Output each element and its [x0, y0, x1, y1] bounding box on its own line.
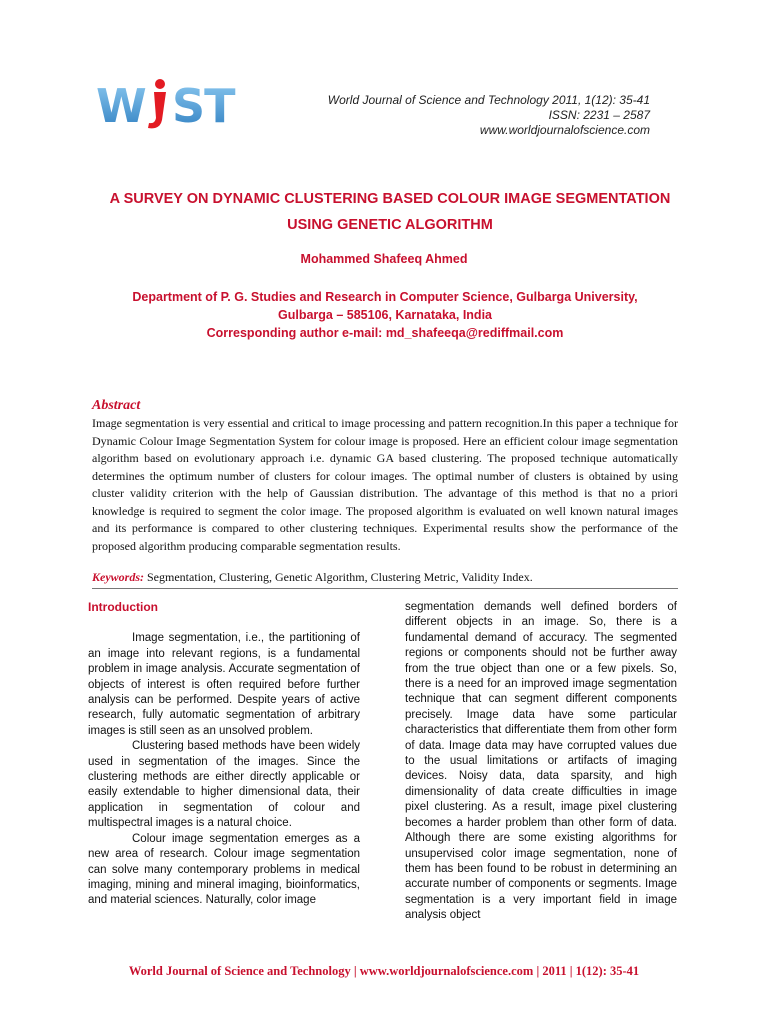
affiliation-line-2: Gulbarga – 585106, Karnataka, India: [278, 308, 492, 322]
author-name: Mohammed Shafeeq Ahmed: [300, 252, 468, 266]
section-divider: [92, 588, 678, 589]
logo-letters-right: ST: [172, 79, 235, 133]
keywords-label: Keywords:: [92, 570, 144, 584]
introduction-heading: Introduction: [88, 600, 158, 614]
left-column: [88, 600, 360, 909]
page-footer: World Journal of Science and Technology | www.worldjournalofscience.com | 2011 | 1(12): 35-41: [128, 964, 640, 978]
title-line-1: A SURVEY ON DYNAMIC CLUSTERING BASED COLOUR IMAGE SEGMENTATION: [109, 191, 671, 207]
journal-logo: [96, 76, 236, 134]
affiliation-line-1: Department of P. G. Studies and Research in Computer Science, Gulbarga University,: [132, 290, 638, 304]
intro-paragraph: Colour image segmentation emerges as a new area of research. Colour image segmentation can solve many contemporary problems in medical imaging, mining and mineral imaging, bioinformatics, and material sciences. Naturally, color image: [88, 832, 360, 907]
journal-meta: [328, 93, 650, 138]
intro-paragraph: Clustering based methods have been widely used in segmentation of the images. Since the clustering methods are either directly applicable or easily extendable to higher dimensional data, their application in segmentation of colour and multispectral images is a natural choice.: [88, 740, 360, 830]
journal-citation: World Journal of Science and Technology 2011, 1(12): 35-41: [327, 93, 650, 107]
journal-issn: ISSN: 2231 – 2587: [548, 108, 650, 122]
abstract-text: Image segmentation is very essential and critical to image processing and pattern recognition.In this paper a technique for Dynamic Colour Image Segmentation System for colour image is proposed. Here an efficient colour image segmentation algorithm based on evolutionary approach i.e. dynamic GA based clustering. The proposed technique automatically determines the optimum number of clusters for colour images. The optimal number of clusters is obtained by using cluster validity criterion with the help of Gaussian distribution. The advantage of this method is that no a priori knowledge is required to segment the color image. The proposed algorithm is evaluated on well known natural images and its performance is compared to other clustering techniques. Experimental results show the performance of the proposed algorithm producing comparable segmentation results.: [92, 416, 678, 553]
wjst-logo-graphic: [96, 76, 236, 134]
right-column: [405, 600, 677, 924]
abstract-heading: Abstract: [92, 398, 141, 413]
journal-website[interactable]: www.worldjournalofscience.com: [479, 123, 650, 137]
logo-letters-left: W: [96, 79, 146, 133]
title-line-2: USING GENETIC ALGORITHM: [287, 217, 493, 233]
keywords-text: Segmentation, Clustering, Genetic Algorithm, Clustering Metric, Validity Index.: [144, 570, 533, 584]
paper-title: [60, 186, 720, 238]
keywords: [92, 570, 678, 585]
affiliation: [60, 288, 710, 342]
intro-paragraph: Image segmentation, i.e., the partitioning of an image into relevant regions, is a fundamental problem in image analysis. Accurate segmentation of objects of interest is often required before further analysis can be performed. Despite years of active research, fully automatic segmentation of arbitrary images is still seen as an unsolved problem.: [88, 632, 360, 737]
intro-paragraph-continued: segmentation demands well defined borders of different objects in an image. So, there is a fundamental demand of accuracy. The segmented regions or components should not be further away from the true object than one or a few pixels. So, there is a need for an improved image segmentation technique that can segment different components precisely. Image data have some particular characteristics that differentiate them from other form of data. Image data may have corrupted values due to the usual limitations or artifacts of imaging devices. Noisy data, data sparsity, and high dimensionality of data create difficulties in image pixel clustering. As a result, image pixel clustering becomes a harder problem than other form of data. Although there are some existing algorithms for unsupervised color image segmentation, none of them has been found to be robust in determining an accurate number of components or segments. Image segmentation is a very important field in image analysis object: [405, 601, 677, 922]
corresponding-author[interactable]: Corresponding author e-mail: md_shafeeqa@rediffmail.com: [206, 326, 564, 340]
logo-j-mark: [148, 79, 166, 128]
